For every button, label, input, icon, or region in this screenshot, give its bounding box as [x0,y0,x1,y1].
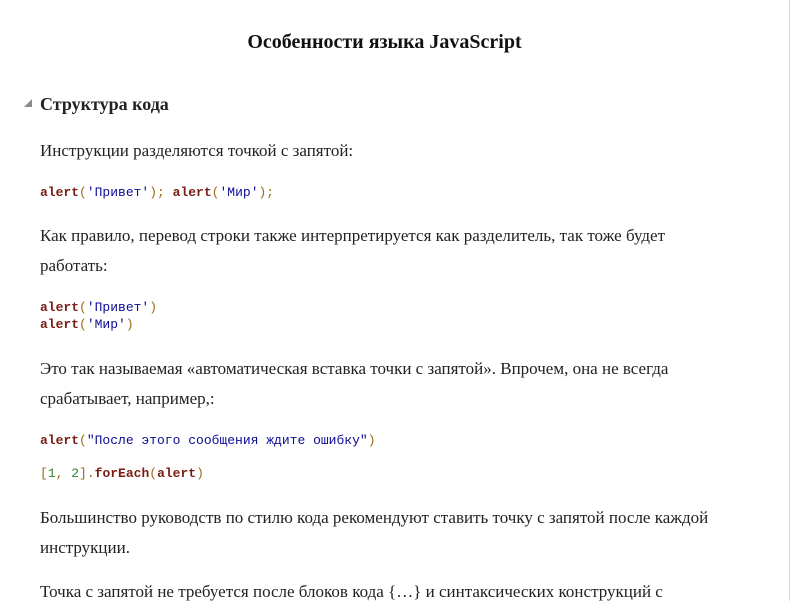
code-token: ( [149,466,158,481]
code-token: ); [258,185,275,200]
code-token: [ [40,466,48,481]
code-block [40,432,376,449]
code-token: "После этого сообщения ждите ошибку" [86,433,368,448]
vertical-scrollbar[interactable] [789,0,808,601]
code-token: 1 [47,466,56,481]
triangle-collapse-icon[interactable] [24,99,32,107]
code-token: 'Привет' [86,185,150,200]
code-block [40,465,204,482]
code-token: 'Привет' [86,300,150,315]
paragraph: Инструкции разделяются точкой с запятой: [40,141,354,160]
code-token: ]. [79,466,95,481]
code-token: ( [79,185,87,200]
code-token: alert [40,300,80,315]
page-title: Особенности языка JavaScript [247,31,522,53]
code-token: 'Мир' [86,317,126,332]
code-token: ) [149,300,158,315]
code-block [40,184,274,201]
paragraph: Это так называемая «автоматическая вставка точки с запятой». Впрочем, она не всегда срабатывает, например,: [40,359,669,408]
paragraph: Точка с запятой не требуется после блоков кода {…} и синтаксических конструкций с [40,582,663,601]
code-token: alert [157,466,197,481]
paragraph: Большинство руководств по стилю кода рекомендуют ставить точку с запятой после каждой инструкции. [40,508,709,557]
code-token: alert [40,433,80,448]
paragraph: Как правило, перевод строки также интерпретируется как разделитель, так тоже будет работать: [40,226,666,275]
code-token: ) [367,433,376,448]
code-token: , [55,466,72,481]
code-token: alert [40,185,80,200]
code-token: ); [149,185,173,200]
code-token: ) [125,317,134,332]
code-token: alert [172,185,212,200]
code-token: ( [79,317,87,332]
section-heading: Структура кода [40,94,169,114]
code-token: ) [196,466,204,481]
code-token: alert [40,317,80,332]
code-token: 2 [71,466,80,481]
code-block [40,299,157,333]
code-token: ( [79,300,87,315]
code-token: ( [79,433,87,448]
code-token: 'Мир' [219,185,259,200]
code-token: ( [211,185,220,200]
code-token: forEach [94,466,150,481]
